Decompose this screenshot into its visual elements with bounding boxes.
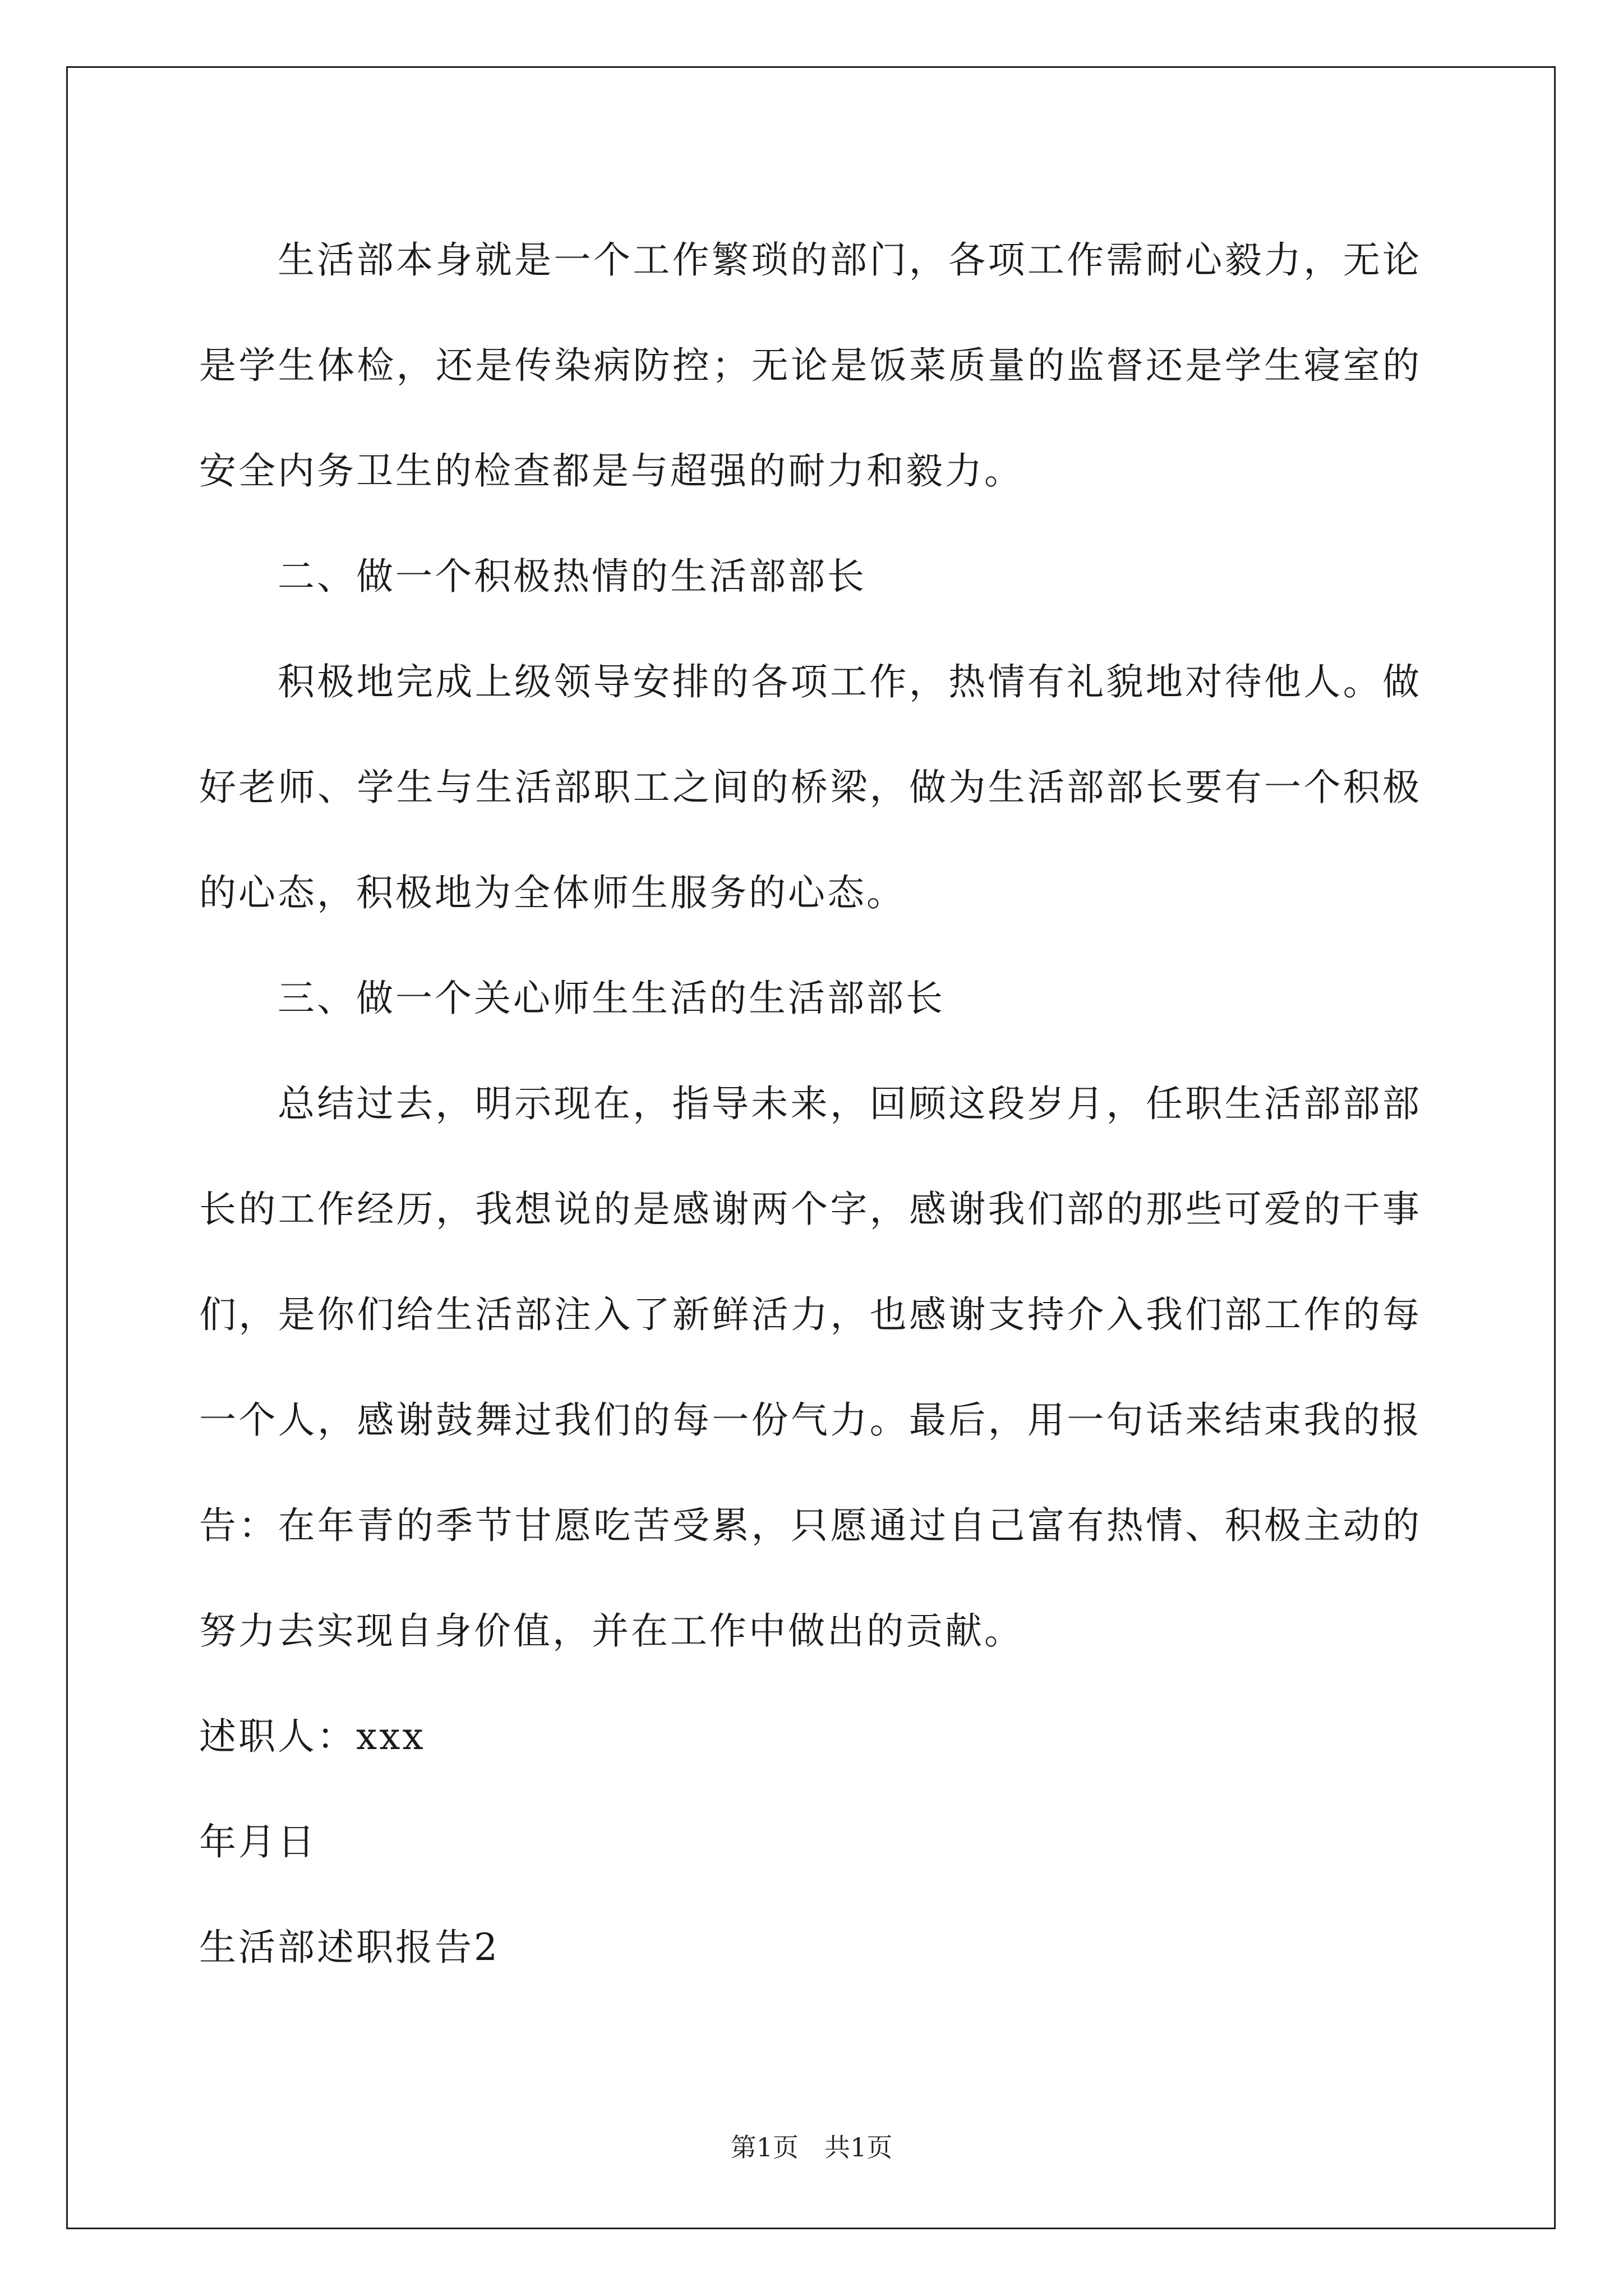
heading-section-2: 二、做一个积极热情的生活部部长 bbox=[278, 555, 866, 598]
document-body bbox=[199, 208, 1422, 2000]
next-report-title: 生活部述职报告2 bbox=[199, 1926, 500, 1969]
heading-section-3: 三、做一个关心师生生活的生活部部长 bbox=[278, 977, 945, 1020]
reporter-line: 述职人：xxx bbox=[199, 1715, 426, 1758]
date-line: 年月日 bbox=[199, 1820, 317, 1864]
page-number-footer: 第1页 共1页 bbox=[730, 2132, 893, 2162]
paragraph-summary: 总结过去，明示现在，指导未来，回顾这段岁月，任职生活部部部长的工作经历，我想说的是感谢两个字，感谢我们部的那些可爱的干事们，是你们给生活部注入了新鲜活力，也感谢支持介入我们部工作的每一个人，感谢鼓舞过我们的每一份气力。最后，用一句话来结束我的报告：在年青的季节甘愿吃苦受累，只愿通过自己富有热情、积极主动的努力去实现自身价值，并在工作中做出的贡献。 bbox=[199, 1082, 1422, 1653]
paragraph-section-2: 积极地完成上级领导安排的各项工作，热情有礼貌地对待他人。做好老师、学生与生活部职工之间的桥梁，做为生活部部长要有一个积极的心态，积极地为全体师生服务的心态。 bbox=[199, 660, 1422, 914]
paragraph-workload: 生活部本身就是一个工作繁琐的部门，各项工作需耐心毅力，无论是学生体检，还是传染病防控；无论是饭菜质量的监督还是学生寝室的安全内务卫生的检查都是与超强的耐力和毅力。 bbox=[199, 238, 1422, 493]
